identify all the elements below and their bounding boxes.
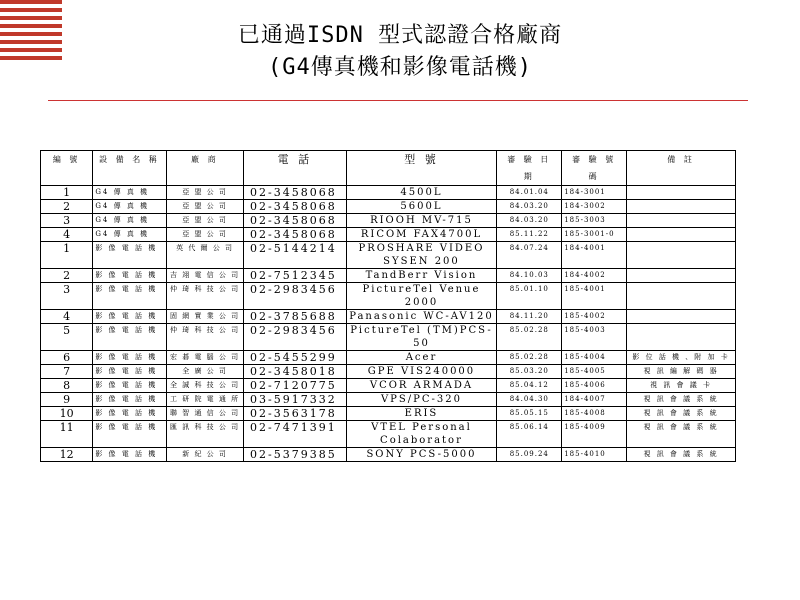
cell-date: 85.11.22 — [497, 228, 562, 242]
cell-device: 影 像 電 話 機 — [93, 310, 166, 324]
cell-tel: 02-2983456 — [244, 283, 347, 310]
cell-tel: 02-3458018 — [244, 365, 347, 379]
cell-maker: 匯 訊 科 技 公 司 — [166, 421, 243, 448]
page-title — [150, 20, 650, 84]
cell-no: 4 — [41, 310, 93, 324]
cell-device: G4 傳 真 機 — [93, 186, 166, 200]
cell-tel: 02-3458068 — [244, 186, 347, 200]
cell-model: GPE VIS240000 — [346, 365, 497, 379]
cell-tel: 02-3563178 — [244, 407, 347, 421]
table-row — [41, 379, 736, 393]
cell-model: RICOM FAX4700L — [346, 228, 497, 242]
cell-model: Panasonic WC-AV120 — [346, 310, 497, 324]
cell-date: 85.09.24 — [497, 448, 562, 462]
cell-no: 11 — [41, 421, 93, 448]
cell-maker: 仲 琦 科 技 公 司 — [166, 283, 243, 310]
cell-tel: 02-7512345 — [244, 269, 347, 283]
cell-model: PictureTel (TM)PCS-50 — [346, 324, 497, 351]
cell-device: 影 像 電 話 機 — [93, 421, 166, 448]
header-tel: 電 話 — [244, 151, 347, 186]
cell-device: 影 像 電 話 機 — [93, 407, 166, 421]
cell-maker: 亞 盟 公 司 — [166, 214, 243, 228]
cell-tel: 02-5144214 — [244, 242, 347, 269]
cell-cert-no: 185-4006 — [562, 379, 627, 393]
cell-model: VCOR ARMADA — [346, 379, 497, 393]
cell-tel: 02-7120775 — [244, 379, 347, 393]
cell-date: 84.03.20 — [497, 200, 562, 214]
cell-note — [627, 214, 736, 228]
header-note: 備 註 — [627, 151, 736, 186]
cell-no: 3 — [41, 214, 93, 228]
decorative-stripes — [0, 0, 62, 64]
cell-date: 85.03.20 — [497, 365, 562, 379]
cell-model: 5600L — [346, 200, 497, 214]
cell-note — [627, 200, 736, 214]
cell-note — [627, 283, 736, 310]
cell-tel: 03-5917332 — [244, 393, 347, 407]
cell-maker: 仲 琦 科 技 公 司 — [166, 324, 243, 351]
cell-model: ERIS — [346, 407, 497, 421]
cell-device: 影 像 電 話 機 — [93, 283, 166, 310]
cell-tel: 02-2983456 — [244, 324, 347, 351]
cell-date: 84.10.03 — [497, 269, 562, 283]
cell-no: 10 — [41, 407, 93, 421]
cell-date: 85.04.12 — [497, 379, 562, 393]
table-row — [41, 421, 736, 448]
cell-maker: 亞 盟 公 司 — [166, 228, 243, 242]
cell-tel: 02-5455299 — [244, 351, 347, 365]
cell-device: G4 傳 真 機 — [93, 228, 166, 242]
table-row — [41, 269, 736, 283]
cell-tel: 02-7471391 — [244, 421, 347, 448]
cell-note — [627, 324, 736, 351]
cell-note — [627, 186, 736, 200]
header-model: 型 號 — [346, 151, 497, 186]
cell-no: 6 — [41, 351, 93, 365]
cell-tel: 02-5379385 — [244, 448, 347, 462]
table-row — [41, 283, 736, 310]
cell-tel: 02-3458068 — [244, 228, 347, 242]
cell-cert-no: 185-4010 — [562, 448, 627, 462]
cell-cert-no: 185-4004 — [562, 351, 627, 365]
cell-no: 7 — [41, 365, 93, 379]
cell-no: 1 — [41, 242, 93, 269]
cell-date: 84.07.24 — [497, 242, 562, 269]
cell-date: 84.01.04 — [497, 186, 562, 200]
cell-model: PictureTel Venue 2000 — [346, 283, 497, 310]
table-row — [41, 365, 736, 379]
table-row — [41, 351, 736, 365]
cell-device: G4 傳 真 機 — [93, 214, 166, 228]
cell-maker: 吉 翊 電 信 公 司 — [166, 269, 243, 283]
cell-cert-no: 185-4002 — [562, 310, 627, 324]
cell-model: Acer — [346, 351, 497, 365]
title-divider — [48, 100, 748, 101]
table-row — [41, 186, 736, 200]
table-row — [41, 393, 736, 407]
cell-note: 視 訊 編 解 碼 器 — [627, 365, 736, 379]
cell-model: VPS/PC-320 — [346, 393, 497, 407]
cell-date: 85.06.14 — [497, 421, 562, 448]
cell-note — [627, 228, 736, 242]
cell-date: 85.01.10 — [497, 283, 562, 310]
cell-maker: 英 代 爾 公 司 — [166, 242, 243, 269]
cell-note: 影 位 話 機 、附 加 卡 — [627, 351, 736, 365]
cell-device: 影 像 電 話 機 — [93, 393, 166, 407]
cell-cert-no: 185-4003 — [562, 324, 627, 351]
cell-device: 影 像 電 話 機 — [93, 351, 166, 365]
table-row — [41, 228, 736, 242]
cell-cert-no: 184-3001 — [562, 186, 627, 200]
cell-maker: 亞 盟 公 司 — [166, 200, 243, 214]
title-line-1: 已通過ISDN 型式認證合格廠商 — [237, 23, 563, 48]
cell-cert-no: 185-4009 — [562, 421, 627, 448]
certification-table-container — [40, 150, 736, 462]
table-row — [41, 407, 736, 421]
cell-model: RIOOH MV-715 — [346, 214, 497, 228]
table-row — [41, 214, 736, 228]
cell-date: 85.02.28 — [497, 351, 562, 365]
cell-cert-no: 185-4005 — [562, 365, 627, 379]
cell-no: 1 — [41, 186, 93, 200]
cell-date: 85.02.28 — [497, 324, 562, 351]
cell-date: 84.03.20 — [497, 214, 562, 228]
cell-note: 視 訊 會 議 系 統 — [627, 393, 736, 407]
cell-maker: 聯 智 通 信 公 司 — [166, 407, 243, 421]
table-row — [41, 242, 736, 269]
cell-date: 85.05.15 — [497, 407, 562, 421]
cell-maker: 工 研 院 電 通 所 — [166, 393, 243, 407]
cell-note: 視 訊 會 議 系 統 — [627, 421, 736, 448]
cell-no: 8 — [41, 379, 93, 393]
header-cert-no: 審 驗 號 碼 — [562, 151, 627, 186]
cell-maker: 亞 盟 公 司 — [166, 186, 243, 200]
cell-note — [627, 269, 736, 283]
cell-cert-no: 185-4008 — [562, 407, 627, 421]
cell-device: 影 像 電 話 機 — [93, 324, 166, 351]
cell-no: 5 — [41, 324, 93, 351]
cell-note — [627, 242, 736, 269]
table-row — [41, 310, 736, 324]
cell-note — [627, 310, 736, 324]
table-row — [41, 324, 736, 351]
cell-maker: 固 網 實 業 公 司 — [166, 310, 243, 324]
cell-cert-no: 185-3003 — [562, 214, 627, 228]
cell-model: TandBerr Vision — [346, 269, 497, 283]
header-device: 設 備 名 稱 — [93, 151, 166, 186]
cell-cert-no: 184-4002 — [562, 269, 627, 283]
cell-tel: 02-3458068 — [244, 200, 347, 214]
cell-maker: 全 誠 科 技 公 司 — [166, 379, 243, 393]
cell-cert-no: 184-3002 — [562, 200, 627, 214]
table-row — [41, 448, 736, 462]
cell-cert-no: 185-3001-0 — [562, 228, 627, 242]
cell-date: 84.04.30 — [497, 393, 562, 407]
cell-device: 影 像 電 話 機 — [93, 242, 166, 269]
cell-device: G4 傳 真 機 — [93, 200, 166, 214]
cell-no: 2 — [41, 200, 93, 214]
cell-device: 影 像 電 話 機 — [93, 448, 166, 462]
cell-no: 4 — [41, 228, 93, 242]
cell-cert-no: 184-4007 — [562, 393, 627, 407]
cell-no: 3 — [41, 283, 93, 310]
cell-tel: 02-3785688 — [244, 310, 347, 324]
cell-device: 影 像 電 話 機 — [93, 365, 166, 379]
cell-model: SONY PCS-5000 — [346, 448, 497, 462]
cell-model: PROSHARE VIDEO SYSEN 200 — [346, 242, 497, 269]
cell-maker: 宏 碁 電 腦 公 司 — [166, 351, 243, 365]
cell-tel: 02-3458068 — [244, 214, 347, 228]
cell-device: 影 像 電 話 機 — [93, 379, 166, 393]
cell-note: 視 訊 會 議 系 統 — [627, 407, 736, 421]
title-line-2: (G4傳真機和影像電話機) — [268, 55, 532, 80]
cell-note: 視 訊 會 議 系 統 — [627, 448, 736, 462]
cell-device: 影 像 電 話 機 — [93, 269, 166, 283]
cell-maker: 全 廣 公 司 — [166, 365, 243, 379]
cell-model: 4500L — [346, 186, 497, 200]
cell-model: VTEL Personal Colaborator — [346, 421, 497, 448]
table-header-row — [41, 151, 736, 186]
cell-date: 84.11.20 — [497, 310, 562, 324]
cell-note: 視 訊 會 議 卡 — [627, 379, 736, 393]
cell-maker: 新 紀 公 司 — [166, 448, 243, 462]
header-no: 編 號 — [41, 151, 93, 186]
cell-no: 2 — [41, 269, 93, 283]
certification-table — [40, 150, 736, 462]
header-date: 審 驗 日 期 — [497, 151, 562, 186]
header-maker: 廠 商 — [166, 151, 243, 186]
cell-cert-no: 185-4001 — [562, 283, 627, 310]
table-row — [41, 200, 736, 214]
cell-no: 12 — [41, 448, 93, 462]
cell-no: 9 — [41, 393, 93, 407]
cell-cert-no: 184-4001 — [562, 242, 627, 269]
